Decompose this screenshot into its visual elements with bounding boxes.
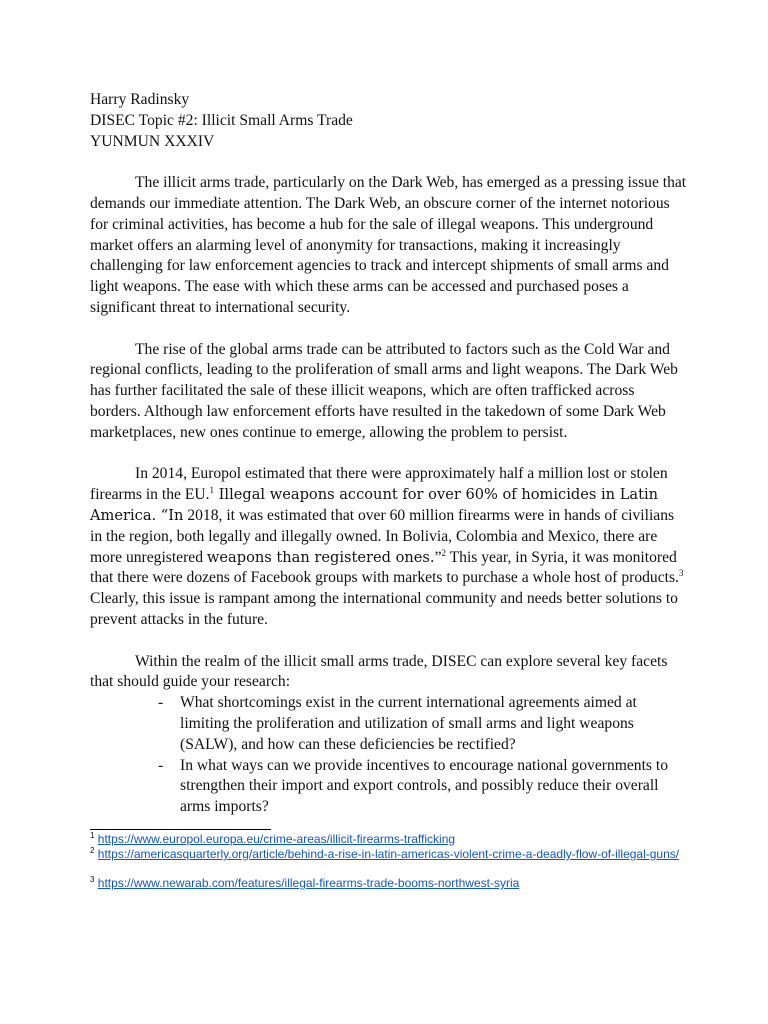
research-question-list [90, 693, 688, 818]
document-body [90, 90, 688, 818]
stat-syria: This year, in Syria, it was monitored that there were dozens of Facebook groups with markets to purchase a whole host of products. [90, 548, 679, 587]
topic-title: DISEC Topic #2: Illicit Small Arms Trade [90, 111, 353, 129]
footnote-2 [90, 847, 690, 862]
paragraph-intro: The illicit arms trade, particularly on the Dark Web, has emerged as a pressing issue that demands our immediate attention. The Dark Web, an obscure corner of the internet notorious for criminal activities, has become a hub for the sale of illegal weapons. This underground market offers an alarming level of anonymity for transactions, making it increasingly challenging for law enforcement agencies to track and intercept shipments of small arms and light weapons. The ease with which these arms can be accessed and purchased poses a significant threat to international security. [90, 174, 687, 316]
conference-name: YUNMUN XXXIV [90, 132, 215, 150]
list-item [90, 693, 688, 755]
footnote-ref-3[interactable]: 3 [678, 568, 684, 579]
paragraph-research-facets: Within the realm of the illicit small arms trade, DISEC can explore several key facets that should guide your research: [90, 652, 668, 691]
list-item [90, 756, 688, 818]
footnote-number: 3 [90, 875, 95, 884]
footnote-link[interactable]: https://www.newarab.com/features/illegal-firearms-trade-booms-northwest-syria [97, 876, 520, 890]
stat-latin-america: Illegal weapons account for over 60% of homicides in Latin America. [90, 486, 659, 524]
footnote-divider [90, 829, 271, 830]
stat-civilian-firearms: 2018, it was estimated that over 60 million firearms were in hands of civilians in the region, both legally and illegally owned. In Bolivia, Colombia and Mexico, there are more unregistered [90, 506, 675, 566]
footnote-number: 1 [90, 831, 95, 840]
footnotes-section [90, 829, 690, 891]
stat-unregistered: weapons than registered ones. [206, 548, 435, 566]
quote-open: “In [156, 506, 184, 524]
quote-close: ” [434, 548, 442, 566]
research-question-text: In what ways can we provide incentives to encourage national governments to strengthen their import and export controls, and possibly reduce their overall arms imports? [180, 756, 669, 816]
research-question-text: What shortcomings exist in the current international agreements aimed at limiting the proliferation and utilization of small arms and light weapons (SALW), and how can these deficiencies be rectified? [180, 694, 637, 753]
paragraph-statistics [90, 464, 688, 630]
footnote-ref-1[interactable]: 1 [209, 485, 215, 496]
bullet-dash: - [158, 756, 164, 774]
stat-europol: In 2014, Europol estimated that there were approximately half a million lost or stolen firearms in the EU. [90, 465, 668, 504]
footnote-number: 2 [90, 846, 95, 855]
footnote-link[interactable]: https://www.europol.europa.eu/crime-areas/illicit-firearms-trafficking [97, 832, 456, 846]
footnote-1 [90, 832, 690, 847]
footnote-ref-2[interactable]: 2 [441, 547, 446, 558]
footnote-link[interactable]: https://americasquarterly.org/article/behind-a-rise-in-latin-americas-violent-crime-a-deadly-flow-of-illegal-guns/ [97, 847, 680, 861]
bullet-dash: - [158, 694, 164, 712]
stat-conclusion: Clearly, this issue is rampant among the international community and needs better solutions to prevent attacks in the future. [90, 590, 678, 628]
author-name: Harry Radinsky [90, 91, 190, 108]
footnote-3 [90, 876, 690, 891]
paragraph-history: The rise of the global arms trade can be attributed to factors such as the Cold War and regional conflicts, leading to the proliferation of small arms and light weapons. The Dark Web has further facilitated the sale of these illicit weapons, which are often trafficked across borders. Although law enforcement efforts have resulted in the takedown of some Dark Web marketplaces, new ones continue to emerge, allowing the problem to persist. [90, 340, 678, 441]
